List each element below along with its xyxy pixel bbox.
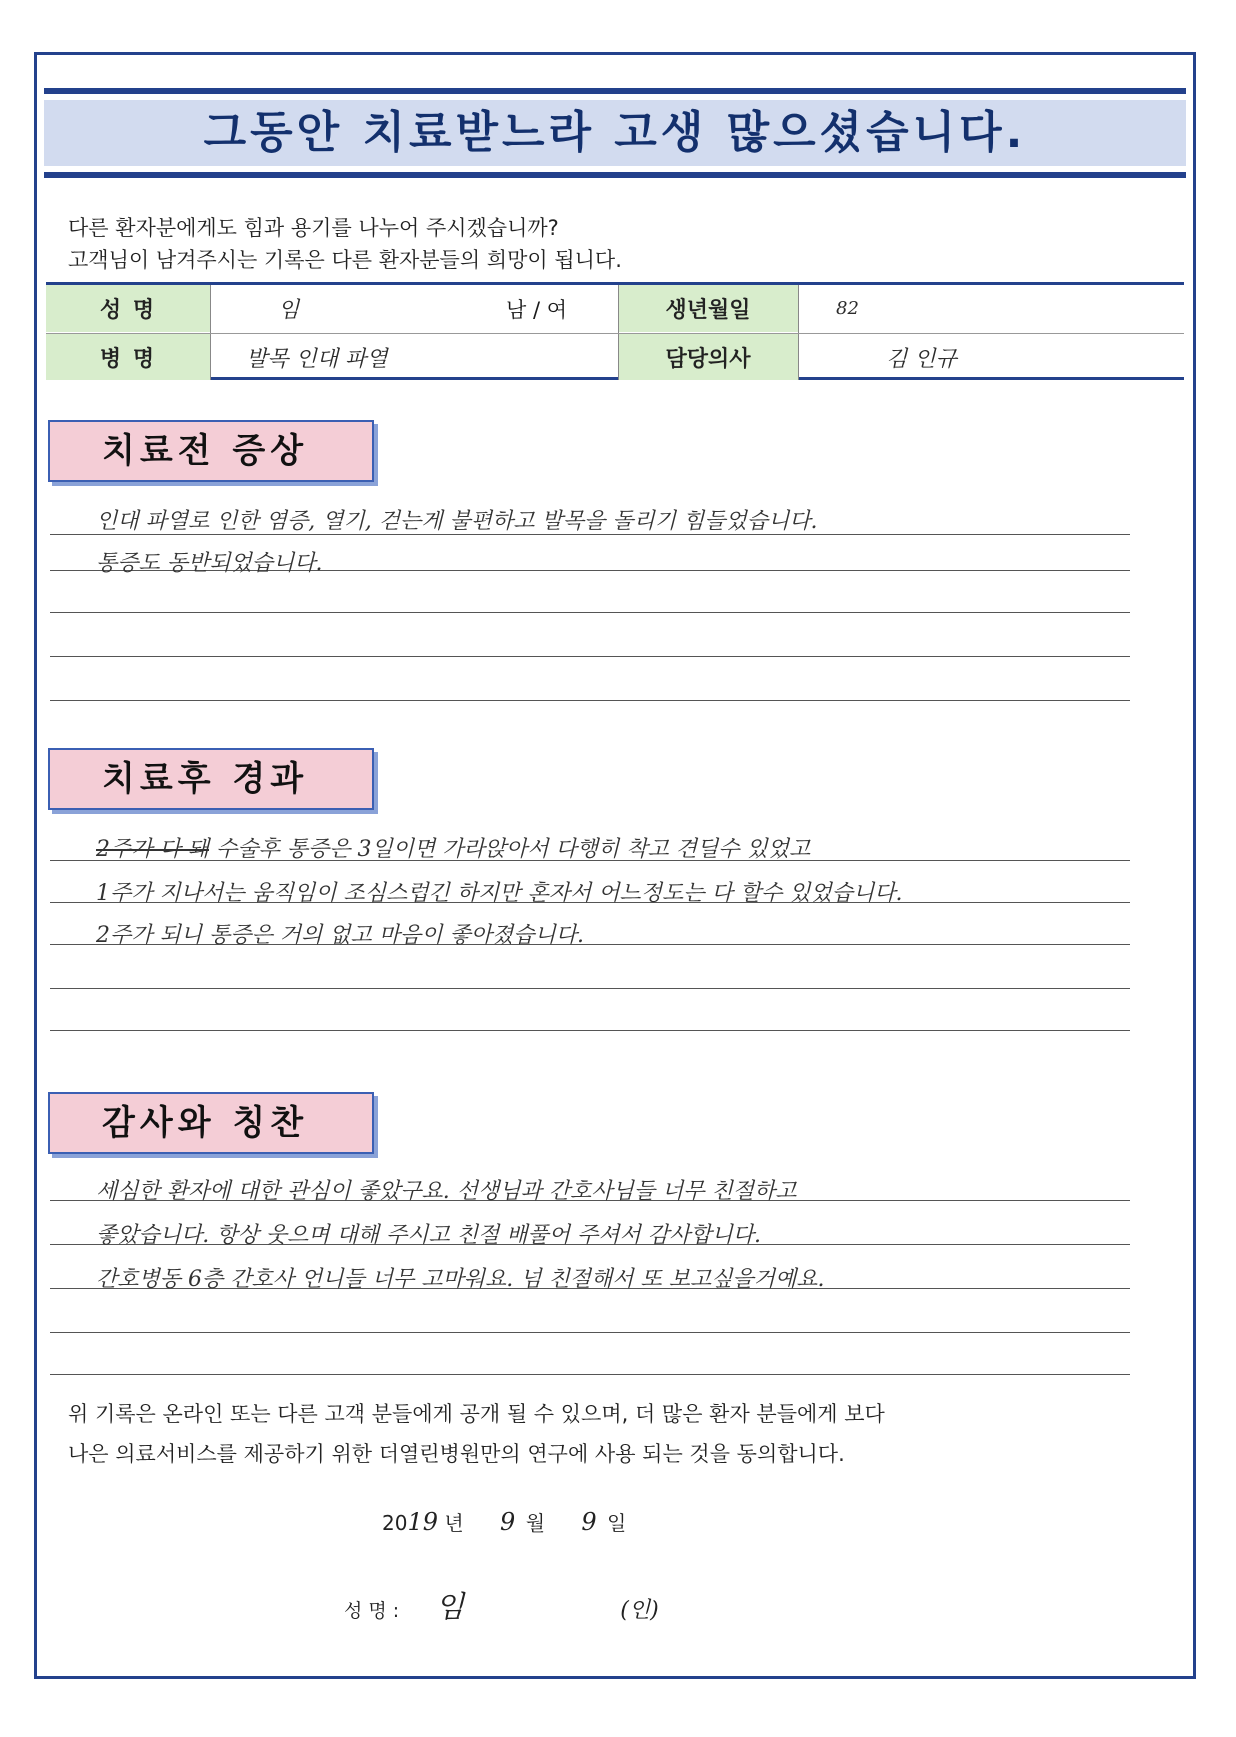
signature-label: 성 명 : — [344, 1600, 400, 1622]
consent-line-1: 위 기록은 온라인 또는 다른 고객 분들에게 공개 될 수 있으며, 더 많은 환자 분들에게 보다 — [68, 1402, 885, 1426]
signature-seal[interactable]: (인) — [620, 1598, 659, 1623]
handwritten-line: 좋았습니다. 항상 웃으며 대해 주시고 친절 배풀어 주셔서 감사합니다. — [96, 1223, 761, 1248]
section-heading-before — [48, 420, 374, 482]
disease-value[interactable]: 발목 인대 파열 — [246, 346, 388, 372]
day-unit: 일 — [607, 1511, 627, 1535]
page-title: 그동안 치료받느라 고생 많으셨습니다. — [203, 107, 1027, 158]
intro-line-1: 다른 환자분에게도 힘과 용기를 나누어 주시겠습니까? — [68, 216, 559, 240]
handwritten-line — [96, 832, 810, 863]
handwritten-line: 세심한 환자에 대한 관심이 좋았구요. 선생님과 간호사님들 너무 친절하고 — [96, 1179, 797, 1204]
section-heading-text: 치료후 경과 — [102, 759, 309, 799]
section-heading-thanks — [48, 1092, 374, 1154]
patient-info-table — [46, 282, 1184, 380]
day-hand[interactable]: 9 — [581, 1508, 597, 1536]
name-value[interactable]: 임 — [278, 298, 300, 323]
handwritten-line: 통증도 동반되었습니다. — [96, 551, 323, 576]
intro-line-2: 고객님이 남겨주시는 기록은 다른 환자분들의 희망이 됩니다. — [68, 248, 622, 272]
birth-value[interactable]: 82 — [836, 298, 859, 319]
section-heading-text: 감사와 칭찬 — [102, 1103, 309, 1143]
title-banner — [44, 88, 1186, 178]
consent-line-2: 나은 의료서비스를 제공하기 위한 더열린병원만의 연구에 사용 되는 것을 동의합니다. — [68, 1442, 845, 1466]
writing-line — [50, 1374, 1130, 1375]
struck-text: 2주가 다 돼 — [96, 837, 209, 862]
doctor-label: 담당의사 — [618, 334, 798, 380]
title-bottom-rule — [44, 172, 1186, 178]
year-prefix: 20 — [382, 1511, 408, 1535]
table-row-divider — [46, 333, 1184, 334]
writing-line — [50, 656, 1130, 657]
handwritten-line: 1주가 지나서는 움직임이 조심스럽긴 하지만 혼자서 어느정도는 다 할수 있었습니다. — [96, 881, 903, 906]
signature-name[interactable]: 임 — [435, 1590, 465, 1625]
name-label: 성 명 — [46, 285, 210, 332]
handwritten-line: 2주가 되니 통증은 거의 없고 마음이 좋아졌습니다. — [96, 923, 584, 948]
month-hand[interactable]: 9 — [500, 1508, 516, 1536]
handwritten-line: 인대 파열로 인한 염증, 열기, 걷는게 불편하고 발목을 돌리기 힘들었습니다. — [96, 509, 818, 534]
disease-label: 병 명 — [46, 334, 210, 380]
signature-line — [344, 1582, 659, 1626]
section-heading-after — [48, 748, 374, 810]
writing-line — [50, 700, 1130, 701]
writing-line — [50, 1030, 1130, 1031]
doctor-value[interactable]: 김 인규 — [886, 346, 957, 372]
writing-line — [50, 1332, 1130, 1333]
section-heading-text: 치료전 증상 — [102, 431, 309, 471]
gender-select[interactable]: 남 / 여 — [506, 297, 567, 322]
year-hand[interactable]: 19 — [407, 1508, 438, 1536]
birth-label: 생년월일 — [618, 285, 798, 332]
year-unit: 년 — [444, 1511, 464, 1535]
writing-line — [50, 988, 1130, 989]
writing-line — [50, 612, 1130, 613]
handwritten-text: 수술후 통증은 3일이면 가라앉아서 다행히 착고 견딜수 있었고 — [216, 837, 811, 862]
handwritten-line: 간호병동 6층 간호사 언니들 너무 고마워요. 넘 친절해서 또 보고싶을거예요. — [96, 1267, 825, 1292]
title-top-rule — [44, 88, 1186, 94]
date-line — [382, 1507, 626, 1536]
month-unit: 월 — [525, 1511, 546, 1535]
